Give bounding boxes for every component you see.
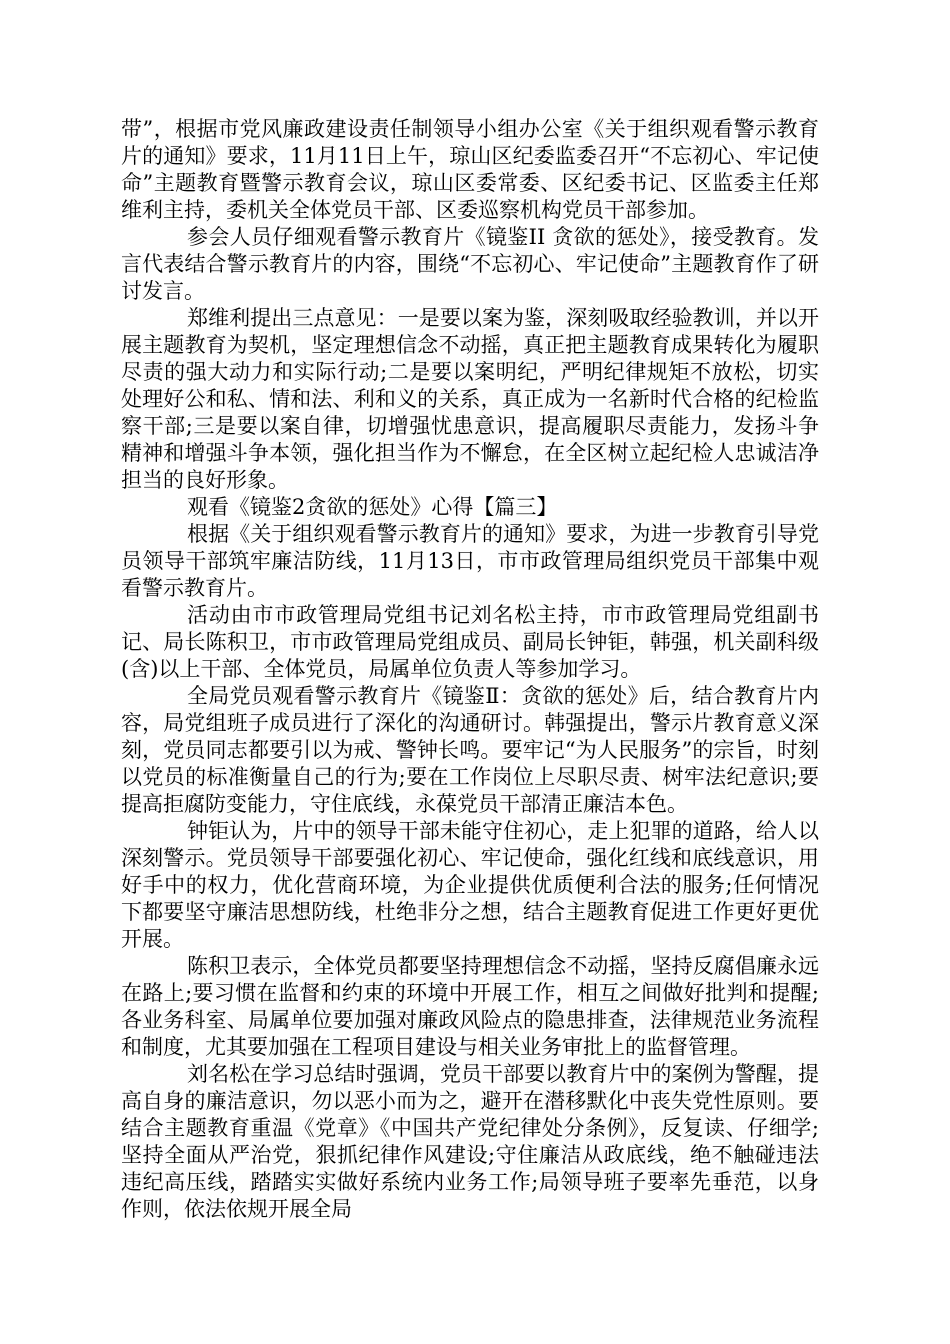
- paragraph-9: 刘名松在学习总结时强调，党员干部要以教育片中的案例为警醒，提高自身的廉洁意识，勿以恶小而为之，避开在潜移默化中丧失党性原则。要结合主题教育重温《党章》《中国共产党纪律处分条例》，反复读、仔细学;坚持全面从严治党，狠抓纪律作风建设;守住廉洁从政底线，绝不触碰违法违纪高压线，踏踏实实做好系统内业务工作;局领导班子要率先垂范，以身作则，依法依规开展全局: [121, 1062, 819, 1221]
- section-heading: 观看《镜鉴2贪欲的惩处》心得【篇三】: [187, 495, 558, 519]
- paragraph-5: 活动由市市政管理局党组书记刘名松主持，市市政管理局党组副书记、局长陈积卫，市市政管理局党组成员、副局长钟钜，韩强，机关副科级(含)以上干部、全体党员，局属单位负责人等参加学习。: [121, 603, 819, 681]
- paragraph-3: 郑维利提出三点意见：一是要以案为鉴，深刻吸取经验教训，并以开展主题教育为契机，坚定理想信念不动摇，真正把主题教育成果转化为履职尽责的强大动力和实际行动;二是要以案明纪，严明纪律规矩不放松，切实处理好公和私、情和法、利和义的关系，真正成为一名新时代合格的纪检监察干部;三是要以案自律，切增强忧患意识，提高履职尽责能力，发扬斗争精神和增强斗争本领，强化担当作为不懈怠，在全区树立起纪检人忠诚洁净担当的良好形象。: [121, 306, 819, 492]
- paragraph-1: 带”，根据市党风廉政建设责任制领导小组办公室《关于组织观看警示教育片的通知》要求，11月11日上午，琼山区纪委监委召开“不忘初心、牢记使命”主题教育暨警示教育会议，琼山区委常委、区纪委书记、区监委主任郑维利主持，委机关全体党员干部、区委巡察机构党员干部参加。: [121, 117, 819, 222]
- paragraph-7: 钟钜认为，片中的领导干部未能守住初心，走上犯罪的道路，给人以深刻警示。党员领导干部要强化初心、牢记使命，强化红线和底线意识，用好手中的权力，优化营商环境，为企业提供优质便利合法的服务;任何情况下都要坚守廉洁思想防线，杜绝非分之想，结合主题教育促进工作更好更优开展。: [121, 819, 819, 951]
- document-body: [121, 116, 819, 1223]
- paragraph-4: 根据《关于组织观看警示教育片的通知》要求，为进一步教育引导党员领导干部筑牢廉洁防线，11月13日，市市政管理局组织党员干部集中观看警示教育片。: [121, 522, 819, 600]
- paragraph-6: 全局党员观看警示教育片《镜鉴Ⅱ：贪欲的惩处》后，结合教育片内容，局党组班子成员进行了深化的沟通研讨。韩强提出，警示片教育意义深刻，党员同志都要引以为戒、警钟长鸣。要牢记“为人民服务”的宗旨，时刻以党员的标准衡量自己的行为;要在工作岗位上尽职尽责、树牢法纪意识;要提高拒腐防变能力，守住底线，永葆党员干部清正廉洁本色。: [121, 684, 819, 816]
- paragraph-8: 陈积卫表示，全体党员都要坚持理想信念不动摇，坚持反腐倡廉永远在路上;要习惯在监督和约束的环境中开展工作，相互之间做好批判和提醒;各业务科室、局属单位要加强对廉政风险点的隐患排查，法律规范业务流程和制度，尤其要加强在工程项目建设与相关业务审批上的监督管理。: [121, 954, 819, 1059]
- paragraph-2: 参会人员仔细观看警示教育片《镜鉴II 贪欲的惩处》，接受教育。发言代表结合警示教育片的内容，围绕“不忘初心、牢记使命”主题教育作了研讨发言。: [121, 225, 819, 303]
